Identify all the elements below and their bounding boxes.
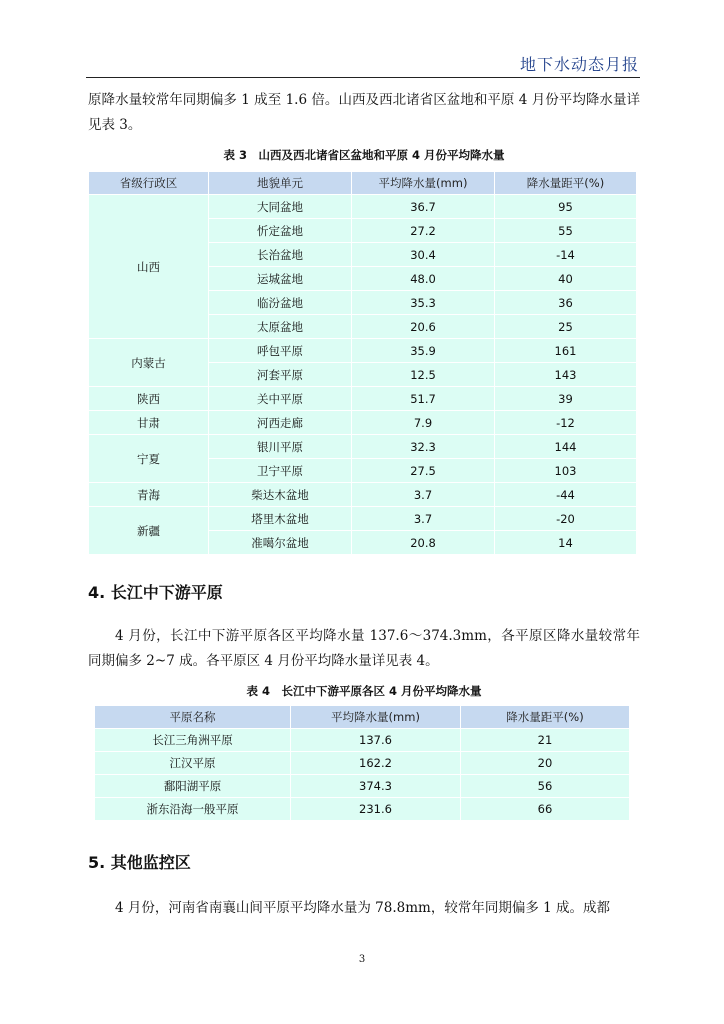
unit-cell: 关中平原 xyxy=(209,387,352,411)
precip-cell: 35.9 xyxy=(352,339,495,363)
table3-header-row xyxy=(89,172,637,195)
precip-cell: 20.6 xyxy=(352,315,495,339)
anomaly-cell: 103 xyxy=(495,459,637,483)
table4 xyxy=(94,705,630,821)
anomaly-cell: 40 xyxy=(495,267,637,291)
section4-paragraph: 4 月份，长江中下游平原各区平均降水量 137.6～374.3mm，各平原区降水量较常年同期偏多 2~7 成。各平原区 4 月份平均降水量详见表 4。 xyxy=(88,628,640,669)
precip-cell: 32.3 xyxy=(352,435,495,459)
precip-cell: 374.3 xyxy=(291,775,461,798)
table-row xyxy=(95,752,630,775)
plain-name-cell: 江汉平原 xyxy=(95,752,291,775)
precip-cell: 35.3 xyxy=(352,291,495,315)
unit-cell: 呼包平原 xyxy=(209,339,352,363)
table3-header-unit: 地貌单元 xyxy=(209,172,352,195)
unit-cell: 河西走廊 xyxy=(209,411,352,435)
table3-header-anomaly: 降水量距平(%) xyxy=(495,172,637,195)
anomaly-cell: 25 xyxy=(495,315,637,339)
anomaly-cell: 20 xyxy=(461,752,630,775)
table-row xyxy=(89,435,637,459)
section4-heading: 4. 长江中下游平原 xyxy=(88,583,223,602)
anomaly-cell: 144 xyxy=(495,435,637,459)
unit-cell: 临汾盆地 xyxy=(209,291,352,315)
province-cell: 山西 xyxy=(89,195,209,339)
anomaly-cell: 55 xyxy=(495,219,637,243)
table-row xyxy=(89,387,637,411)
anomaly-cell: 66 xyxy=(461,798,630,821)
table3 xyxy=(88,171,637,555)
precip-cell: 48.0 xyxy=(352,267,495,291)
anomaly-cell: 56 xyxy=(461,775,630,798)
table4-header-name: 平原名称 xyxy=(95,706,291,729)
intro-paragraph: 原降水量较常年同期偏多 1 成至 1.6 倍。山西及西北诸省区盆地和平原 4 月份平均降水量详见表 3。 xyxy=(88,92,640,133)
anomaly-cell: 143 xyxy=(495,363,637,387)
table-row xyxy=(89,411,637,435)
plain-name-cell: 长江三角洲平原 xyxy=(95,729,291,752)
anomaly-cell: 36 xyxy=(495,291,637,315)
table3-header-precip: 平均降水量(mm) xyxy=(352,172,495,195)
anomaly-cell: 95 xyxy=(495,195,637,219)
page-number: 3 xyxy=(358,954,366,965)
unit-cell: 河套平原 xyxy=(209,363,352,387)
precip-cell: 7.9 xyxy=(352,411,495,435)
unit-cell: 塔里木盆地 xyxy=(209,507,352,531)
province-cell: 青海 xyxy=(89,483,209,507)
table-row xyxy=(89,195,637,219)
table4-caption: 表 4 长江中下游平原各区 4 月份平均降水量 xyxy=(246,684,482,698)
province-cell: 甘肃 xyxy=(89,411,209,435)
precip-cell: 27.2 xyxy=(352,219,495,243)
table3-header-province: 省级行政区 xyxy=(89,172,209,195)
precip-cell: 137.6 xyxy=(291,729,461,752)
unit-cell: 忻定盆地 xyxy=(209,219,352,243)
section5-heading: 5. 其他监控区 xyxy=(88,853,191,872)
table-row xyxy=(95,775,630,798)
plain-name-cell: 鄱阳湖平原 xyxy=(95,775,291,798)
precip-cell: 3.7 xyxy=(352,507,495,531)
precip-cell: 3.7 xyxy=(352,483,495,507)
plain-name-cell: 浙东沿海一般平原 xyxy=(95,798,291,821)
unit-cell: 太原盆地 xyxy=(209,315,352,339)
precip-cell: 27.5 xyxy=(352,459,495,483)
unit-cell: 银川平原 xyxy=(209,435,352,459)
precip-cell: 30.4 xyxy=(352,243,495,267)
unit-cell: 准噶尔盆地 xyxy=(209,531,352,555)
province-cell: 新疆 xyxy=(89,507,209,555)
table-row xyxy=(89,339,637,363)
unit-cell: 运城盆地 xyxy=(209,267,352,291)
precip-cell: 231.6 xyxy=(291,798,461,821)
precip-cell: 12.5 xyxy=(352,363,495,387)
table-row xyxy=(89,507,637,531)
province-cell: 内蒙古 xyxy=(89,339,209,387)
precip-cell: 51.7 xyxy=(352,387,495,411)
anomaly-cell: -44 xyxy=(495,483,637,507)
anomaly-cell: -20 xyxy=(495,507,637,531)
precip-cell: 20.8 xyxy=(352,531,495,555)
table3-caption: 表 3 山西及西北诸省区盆地和平原 4 月份平均降水量 xyxy=(223,148,505,162)
unit-cell: 卫宁平原 xyxy=(209,459,352,483)
table-row xyxy=(89,483,637,507)
anomaly-cell: -12 xyxy=(495,411,637,435)
table4-header-anomaly: 降水量距平(%) xyxy=(461,706,630,729)
report-title: 地下水动态月报 xyxy=(519,55,639,74)
province-cell: 陕西 xyxy=(89,387,209,411)
precip-cell: 36.7 xyxy=(352,195,495,219)
unit-cell: 长治盆地 xyxy=(209,243,352,267)
table4-header-precip: 平均降水量(mm) xyxy=(291,706,461,729)
anomaly-cell: -14 xyxy=(495,243,637,267)
unit-cell: 大同盆地 xyxy=(209,195,352,219)
header-divider xyxy=(86,77,640,78)
unit-cell: 柴达木盆地 xyxy=(209,483,352,507)
anomaly-cell: 14 xyxy=(495,531,637,555)
anomaly-cell: 39 xyxy=(495,387,637,411)
province-cell: 宁夏 xyxy=(89,435,209,483)
section5-paragraph: 4 月份，河南省南襄山间平原平均降水量为 78.8mm，较常年同期偏多 1 成。成都 xyxy=(115,900,611,916)
anomaly-cell: 21 xyxy=(461,729,630,752)
anomaly-cell: 161 xyxy=(495,339,637,363)
table-row xyxy=(95,798,630,821)
table4-header-row xyxy=(95,706,630,729)
table-row xyxy=(95,729,630,752)
precip-cell: 162.2 xyxy=(291,752,461,775)
